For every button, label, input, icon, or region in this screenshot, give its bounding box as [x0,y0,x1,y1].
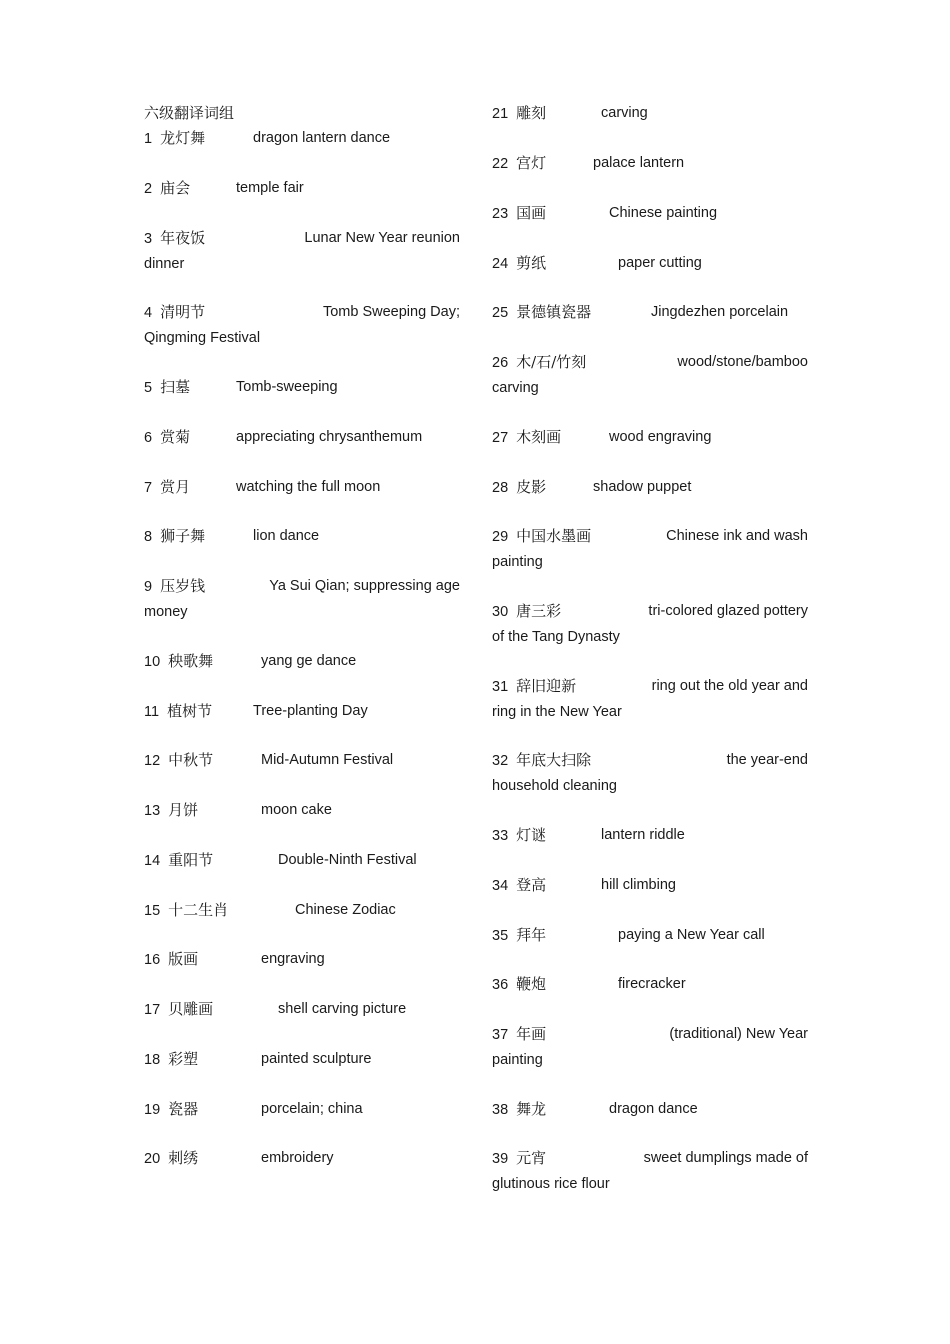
vocab-entry [144,126,460,152]
entry-chinese: 辞旧迎新 [516,677,577,695]
entry-number: 15 [144,903,161,919]
entry-chinese: 贝雕画 [168,1000,214,1018]
entry-english: shell carving picture [278,1001,407,1017]
vocab-entry [144,425,460,451]
entry-chinese: 秧歌舞 [168,652,214,670]
entry-english-continued: painting [492,554,543,570]
vocab-entry [144,1146,460,1172]
entry-number: 26 [492,355,509,371]
vocab-entry [144,176,460,202]
entry-english: Tomb Sweeping Day; [322,304,460,320]
entry-english: porcelain; china [261,1101,363,1117]
vocab-entry [144,848,460,874]
vocab-entry [144,699,460,725]
entry-number: 27 [492,430,509,446]
entry-number: 1 [144,131,153,147]
entry-english-continued: painting [492,1052,543,1068]
entry-chinese: 赏月 [160,478,191,496]
vocab-entry [492,151,808,177]
entry-english: shadow puppet [593,479,692,495]
entry-chinese: 重阳节 [168,851,214,869]
vocab-entry [144,226,460,277]
entry-first-line [144,226,460,252]
entry-chinese: 舞龙 [516,1100,547,1118]
entry-number: 38 [492,1102,509,1118]
entry-head [492,599,561,625]
entry-chinese: 龙灯舞 [160,129,206,147]
entry-head [492,524,591,550]
entry-english: temple fair [236,180,304,196]
entry-first-line [492,1022,808,1048]
vocab-entry [144,475,460,501]
entry-chinese: 木/石/竹刻 [516,353,587,371]
entry-english-continued: glutinous rice flour [492,1176,610,1192]
entry-number: 12 [144,753,161,769]
entry-english: Chinese ink and wash [666,528,808,544]
vocab-entry [144,1097,460,1123]
vocab-entry [492,425,808,451]
vocab-entry [492,1097,808,1123]
entry-number: 21 [492,106,509,122]
entry-head [144,574,205,600]
entry-head [492,748,591,774]
entry-number: 7 [144,480,153,496]
entry-number: 4 [144,305,153,321]
entry-chinese: 月饼 [168,801,199,819]
vocab-entry [492,748,808,799]
vocab-entry [492,524,808,575]
entry-number: 22 [492,156,509,172]
entry-english: the year-end [726,752,808,768]
document-title: 六级翻译词组 [144,105,235,122]
entry-number: 36 [492,977,509,993]
vocab-entry [492,201,808,227]
entry-chinese: 元宵 [516,1149,547,1167]
entry-english: firecracker [618,976,686,992]
entry-english: paper cutting [618,255,702,271]
entry-head [492,1022,546,1048]
entry-english: Chinese painting [609,205,718,221]
entry-head [492,674,576,700]
vocab-entry [492,823,808,849]
entry-chinese: 拜年 [516,926,547,944]
entry-number: 10 [144,654,161,670]
entry-english: engraving [261,951,325,967]
vocab-entry [144,1047,460,1073]
entry-english: moon cake [261,802,332,818]
vocab-entry [492,599,808,650]
entry-number: 3 [144,231,153,247]
entry-english: Double-Ninth Festival [278,852,417,868]
entry-chinese: 压岁钱 [160,577,206,595]
entry-chinese: 扫墓 [160,378,191,396]
entry-first-line [492,674,808,700]
entry-chinese: 中秋节 [168,751,214,769]
entry-first-line [144,300,460,326]
entry-chinese: 年画 [516,1025,547,1043]
entry-number: 17 [144,1002,161,1018]
entry-number: 29 [492,529,509,545]
entry-chinese: 植树节 [167,702,213,720]
entry-english: hill climbing [601,877,676,893]
entry-english-continued: household cleaning [492,778,617,794]
vocab-entry [492,101,808,127]
entry-chinese: 庙会 [160,179,191,197]
entry-english: lion dance [253,528,320,544]
vocab-entry [492,873,808,899]
entry-english-continued: Qingming Festival [144,330,261,346]
vocab-entry [144,574,460,625]
entry-number: 30 [492,604,509,620]
entry-chinese: 狮子舞 [160,527,206,545]
vocab-entry [492,251,808,277]
entry-number: 37 [492,1027,509,1043]
entry-number: 28 [492,480,509,496]
entry-head [144,300,205,326]
entry-number: 34 [492,878,509,894]
entry-first-line [492,350,808,376]
entry-english: Mid-Autumn Festival [261,752,394,768]
entry-english: palace lantern [593,155,685,171]
vocab-entry [492,1022,808,1073]
entry-chinese: 剪纸 [516,254,547,272]
entry-number: 2 [144,181,153,197]
entry-chinese: 十二生肖 [168,901,229,919]
vocab-entry [492,972,808,998]
entry-number: 16 [144,952,161,968]
entry-number: 25 [492,305,509,321]
entry-number: 13 [144,803,161,819]
entry-number: 20 [144,1151,161,1167]
entry-english-continued: money [144,604,188,620]
entry-english: ring out the old year and [651,678,808,694]
entry-chinese: 灯谜 [516,826,547,844]
entry-chinese: 版画 [168,950,199,968]
entry-english: Ya Sui Qian; suppressing age [269,578,460,594]
vocab-entry [144,748,460,774]
vocab-entry [492,674,808,725]
entry-chinese: 木刻画 [516,428,562,446]
entry-english: Tomb-sweeping [236,379,338,395]
entry-english: yang ge dance [261,653,357,669]
entry-number: 14 [144,853,161,869]
entry-first-line [144,574,460,600]
entry-first-line [492,1146,808,1172]
vocab-entry [144,997,460,1023]
entry-number: 32 [492,753,509,769]
entry-first-line [492,599,808,625]
entry-english: Jingdezhen porcelain [651,304,789,320]
vocab-entry [144,649,460,675]
entry-head [492,1146,546,1172]
vocab-entry [492,923,808,949]
entry-english: Tree-planting Day [253,703,368,719]
entry-english: watching the full moon [236,479,381,495]
entry-number: 39 [492,1151,509,1167]
vocab-entry [144,798,460,824]
entry-chinese: 赏菊 [160,428,191,446]
entry-english-continued: dinner [144,256,185,272]
vocab-entry [144,300,460,351]
vocab-entry [144,375,460,401]
entry-english: (traditional) New Year [669,1026,808,1042]
entry-number: 24 [492,256,509,272]
vocab-entry [492,300,808,326]
entry-english: tri-colored glazed pottery [648,603,808,619]
entry-chinese: 彩塑 [168,1050,199,1068]
entry-chinese: 唐三彩 [516,602,562,620]
entry-number: 8 [144,529,153,545]
entry-chinese: 年夜饭 [160,229,206,247]
entry-first-line [492,748,808,774]
entry-number: 9 [144,579,153,595]
entry-chinese: 登高 [516,876,547,894]
entry-chinese: 年底大扫除 [516,751,592,769]
entry-english: carving [601,105,648,121]
entry-english: sweet dumplings made of [643,1150,808,1166]
vocab-entry [144,947,460,973]
entry-english: dragon dance [609,1101,698,1117]
entry-english: lantern riddle [601,827,685,843]
entry-head [144,226,205,252]
entry-english: Chinese Zodiac [295,902,396,918]
entry-english: appreciating chrysanthemum [236,429,423,445]
entry-number: 19 [144,1102,161,1118]
entry-english: wood engraving [609,429,712,445]
entry-number: 35 [492,928,509,944]
entry-english: Lunar New Year reunion [304,230,460,246]
vocab-entry [144,524,460,550]
entry-chinese: 国画 [516,204,547,222]
entry-chinese: 宫灯 [516,154,547,172]
vocab-entry [492,475,808,501]
entry-head [492,350,586,376]
entry-chinese: 雕刻 [516,104,547,122]
entry-chinese: 瓷器 [168,1100,199,1118]
vocab-entry [144,898,460,924]
entry-english: wood/stone/bamboo [677,354,808,370]
entry-chinese: 景德镇瓷器 [516,303,592,321]
entry-english-continued: ring in the New Year [492,704,622,720]
entry-english: embroidery [261,1150,334,1166]
entry-english-continued: carving [492,380,539,396]
entry-number: 5 [144,380,153,396]
entry-number: 6 [144,430,153,446]
entry-chinese: 清明节 [160,303,206,321]
entry-number: 23 [492,206,509,222]
vocab-entry [492,1146,808,1197]
entry-english-continued: of the Tang Dynasty [492,629,620,645]
entry-chinese: 中国水墨画 [516,527,592,545]
entry-chinese: 皮影 [516,478,547,496]
entry-english: paying a New Year call [618,927,765,943]
entry-number: 11 [144,704,160,720]
entry-english: dragon lantern dance [253,130,391,146]
entry-chinese: 刺绣 [168,1149,199,1167]
entry-first-line [492,524,808,550]
vocab-entry [492,350,808,401]
entry-number: 33 [492,828,509,844]
entry-number: 31 [492,679,509,695]
entry-chinese: 鞭炮 [516,975,547,993]
entry-english: painted sculpture [261,1051,372,1067]
entry-number: 18 [144,1052,161,1068]
